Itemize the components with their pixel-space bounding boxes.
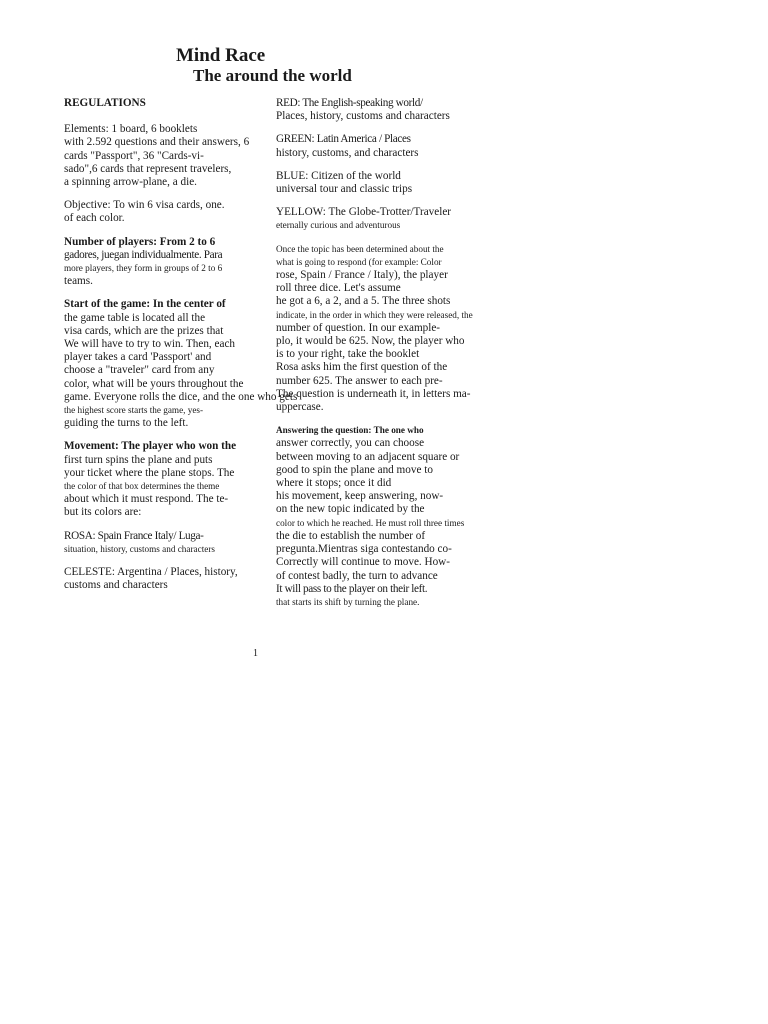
text-line: first turn spins the plane and puts xyxy=(64,453,213,466)
text-line: rose, Spain / France / Italy), the player xyxy=(276,269,448,282)
text-line: choose a "traveler" card from any xyxy=(64,364,215,377)
text-line: what is going to respond (for example: Color xyxy=(276,256,442,267)
text-line: about which it must respond. The te- xyxy=(64,493,229,506)
text-line: number 625. The answer to each pre- xyxy=(276,374,443,387)
text-line: your ticket where the plane stops. The xyxy=(64,466,235,479)
text-line: but its colors are: xyxy=(64,506,142,519)
text-line: player takes a card 'Passport' and xyxy=(64,351,212,364)
text-line: his movement, keep answering, now- xyxy=(276,490,444,503)
text-line: color, what will be yours throughout the xyxy=(64,377,244,390)
text-line: the color of that box determines the theme xyxy=(64,481,220,492)
text-line: Objective: To win 6 visa cards, one. xyxy=(64,199,225,212)
page-number: 1 xyxy=(253,648,258,659)
text-line: with 2.592 questions and their answers, 6 xyxy=(64,136,250,149)
paragraph-spacer xyxy=(276,160,476,170)
text-line: indicate, in the order in which they were released, the xyxy=(276,309,473,320)
text-line: GREEN: Latin America / Places xyxy=(276,133,411,146)
text-line: BLUE: Citizen of the world xyxy=(276,169,401,182)
paragraph-spacer xyxy=(64,110,274,123)
paragraph-spacer xyxy=(276,123,476,133)
text-line: a spinning arrow-plane, a die. xyxy=(64,176,197,189)
text-line: We will have to try to win. Then, each xyxy=(64,338,236,351)
text-line: that starts its shift by turning the plane. xyxy=(276,596,420,607)
left-text-column xyxy=(64,97,298,593)
text-line: Correctly will continue to move. How- xyxy=(276,556,450,569)
document-title: Mind Race xyxy=(176,45,266,66)
paragraph-spacer xyxy=(64,226,274,236)
text-line: Movement: The player who won the xyxy=(64,440,237,453)
text-line: the die to establish the number of xyxy=(276,529,426,542)
text-line: plo, it would be 625. Now, the player who xyxy=(276,335,465,348)
text-line: visa cards, which are the prizes that xyxy=(64,324,224,337)
text-line: CELESTE: Argentina / Places, history, xyxy=(64,566,238,579)
paragraph-spacer xyxy=(276,414,476,424)
text-line: is to your right, take the booklet xyxy=(276,348,420,361)
text-line: situation, history, customs and characters xyxy=(64,543,215,554)
text-line: customs and characters xyxy=(64,579,168,592)
text-line: of each color. xyxy=(64,212,125,225)
text-line: cards "Passport", 36 "Cards-vi- xyxy=(64,149,204,162)
text-line: answer correctly, you can choose xyxy=(276,437,425,450)
text-line: where it stops; once it did xyxy=(276,477,392,490)
text-line: of contest badly, the turn to advance xyxy=(276,569,438,582)
paragraph-spacer xyxy=(64,520,274,530)
paragraph-spacer xyxy=(64,430,274,440)
text-line: teams. xyxy=(64,275,93,288)
text-line: Places, history, customs and characters xyxy=(276,110,450,123)
text-line: the game table is located all the xyxy=(64,311,206,324)
paragraph-spacer xyxy=(276,196,476,206)
text-line: between moving to an adjacent square or xyxy=(276,450,460,463)
text-line: uppercase. xyxy=(276,401,324,414)
text-line: Number of players: From 2 to 6 xyxy=(64,235,216,248)
text-line: pregunta.Mientras siga contestando co- xyxy=(276,543,452,556)
text-line: The question is underneath it, in letters ma- xyxy=(276,387,471,400)
paragraph-spacer xyxy=(64,288,274,298)
text-line: the highest score starts the game, yes- xyxy=(64,405,204,416)
text-line: he got a 6, a 2, and a 5. The three shots xyxy=(276,295,451,308)
text-line: Answering the question: The one who xyxy=(276,425,424,436)
text-line: Rosa asks him the first question of the xyxy=(276,361,448,374)
text-line: ROSA: Spain France Italy/ Luga- xyxy=(64,529,204,542)
text-line: good to spin the plane and move to xyxy=(276,463,433,476)
text-line: YELLOW: The Globe-Trotter/Traveler xyxy=(276,206,452,219)
right-text-column xyxy=(276,97,476,609)
paragraph-spacer xyxy=(276,233,476,243)
text-line: RED: The English-speaking world/ xyxy=(276,97,423,109)
text-line: color to which he reached. He must roll three times xyxy=(276,517,465,528)
text-line: universal tour and classic trips xyxy=(276,183,413,196)
text-line: Start of the game: In the center of xyxy=(64,298,226,311)
paragraph-spacer xyxy=(64,189,274,199)
text-line: history, customs, and characters xyxy=(276,146,419,159)
text-line: eternally curious and adventurous xyxy=(276,220,401,231)
text-line: It will pass to the player on their left. xyxy=(276,582,428,595)
text-line: guiding the turns to the left. xyxy=(64,417,189,430)
text-line: Elements: 1 board, 6 booklets xyxy=(64,123,198,136)
text-line: sado",6 cards that represent travelers, xyxy=(64,162,232,175)
text-line: on the new topic indicated by the xyxy=(276,503,425,516)
document-subtitle: The around the world xyxy=(193,66,352,85)
text-line: gadores, juegan individualmente. Para xyxy=(64,248,223,261)
paragraph-spacer xyxy=(64,556,274,566)
text-line: roll three dice. Let's assume xyxy=(276,282,401,295)
text-line: more players, they form in groups of 2 to 6 xyxy=(64,263,223,274)
text-line: game. Everyone rolls the dice, and the one who gets xyxy=(64,390,298,403)
text-line: Once the topic has been determined about the xyxy=(276,243,444,254)
text-line: number of question. In our example- xyxy=(276,321,441,334)
text-line: REGULATIONS xyxy=(64,97,146,109)
